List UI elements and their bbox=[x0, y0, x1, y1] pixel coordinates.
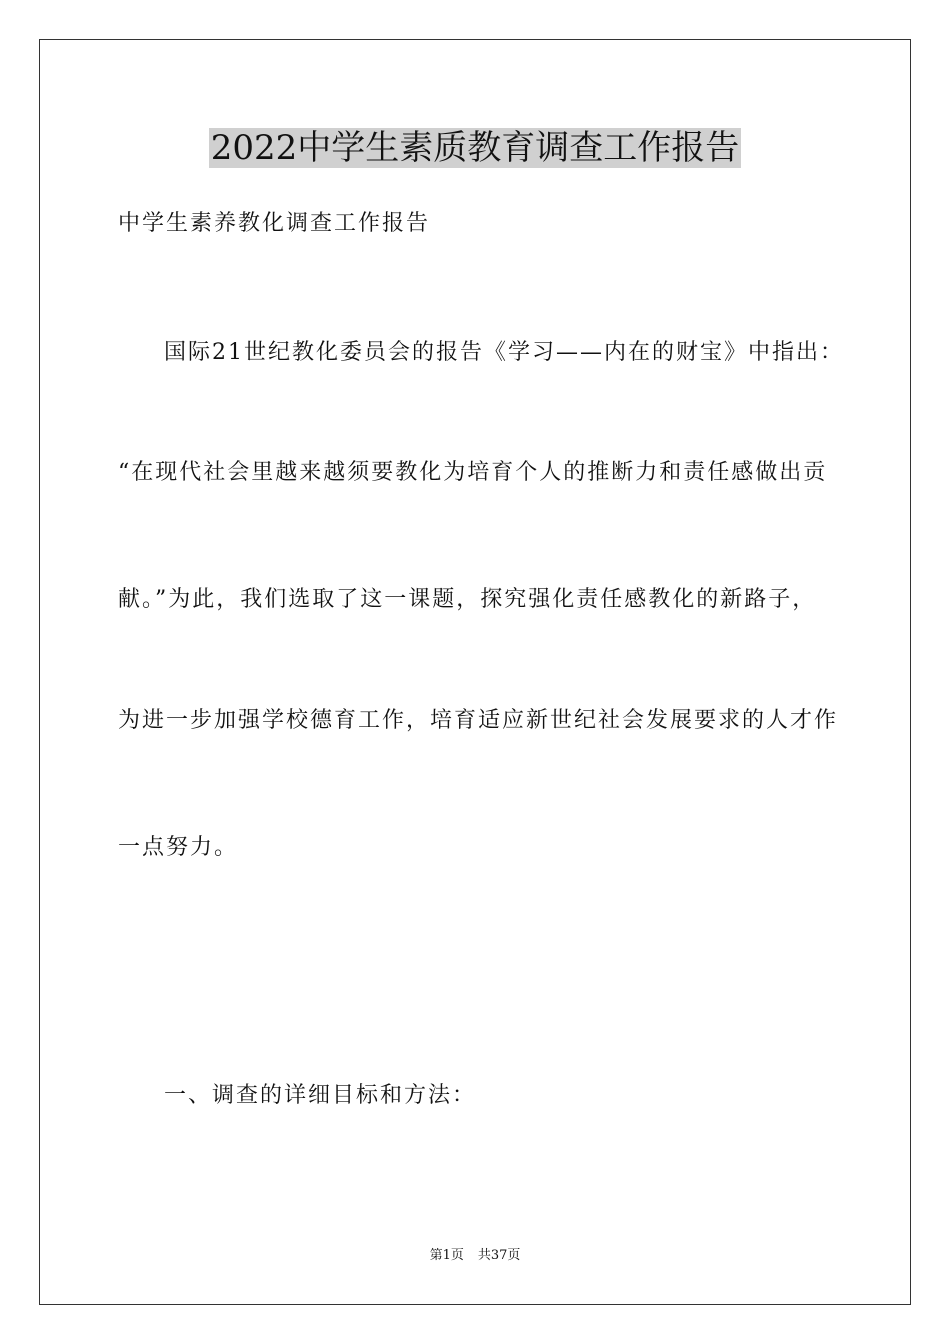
total-pages: 共37页 bbox=[477, 1248, 521, 1263]
page-footer bbox=[0, 1246, 950, 1266]
page-number: 第1页 bbox=[429, 1248, 464, 1263]
paragraph-line: 为进一步加强学校德育工作，培育适应新世纪社会发展要求的人才作 bbox=[118, 708, 839, 733]
paragraph-line: “在现代社会里越来越须要教化为培育个人的推断力和责任感做出贡 bbox=[118, 460, 828, 485]
paragraph-line: 国际21世纪教化委员会的报告《学习——内在的财宝》中指出： bbox=[164, 340, 844, 365]
document-title: 2022中学生素质教育调查工作报告 bbox=[210, 128, 740, 168]
paragraph-line: 献。”为此，我们选取了这一课题，探究强化责任感教化的新路子， bbox=[118, 587, 817, 612]
paragraph-line: 一点努力。 bbox=[118, 835, 239, 860]
section-heading: 一、调查的详细目标和方法： bbox=[164, 1083, 477, 1108]
document-subtitle: 中学生素养教化调查工作报告 bbox=[118, 211, 431, 236]
